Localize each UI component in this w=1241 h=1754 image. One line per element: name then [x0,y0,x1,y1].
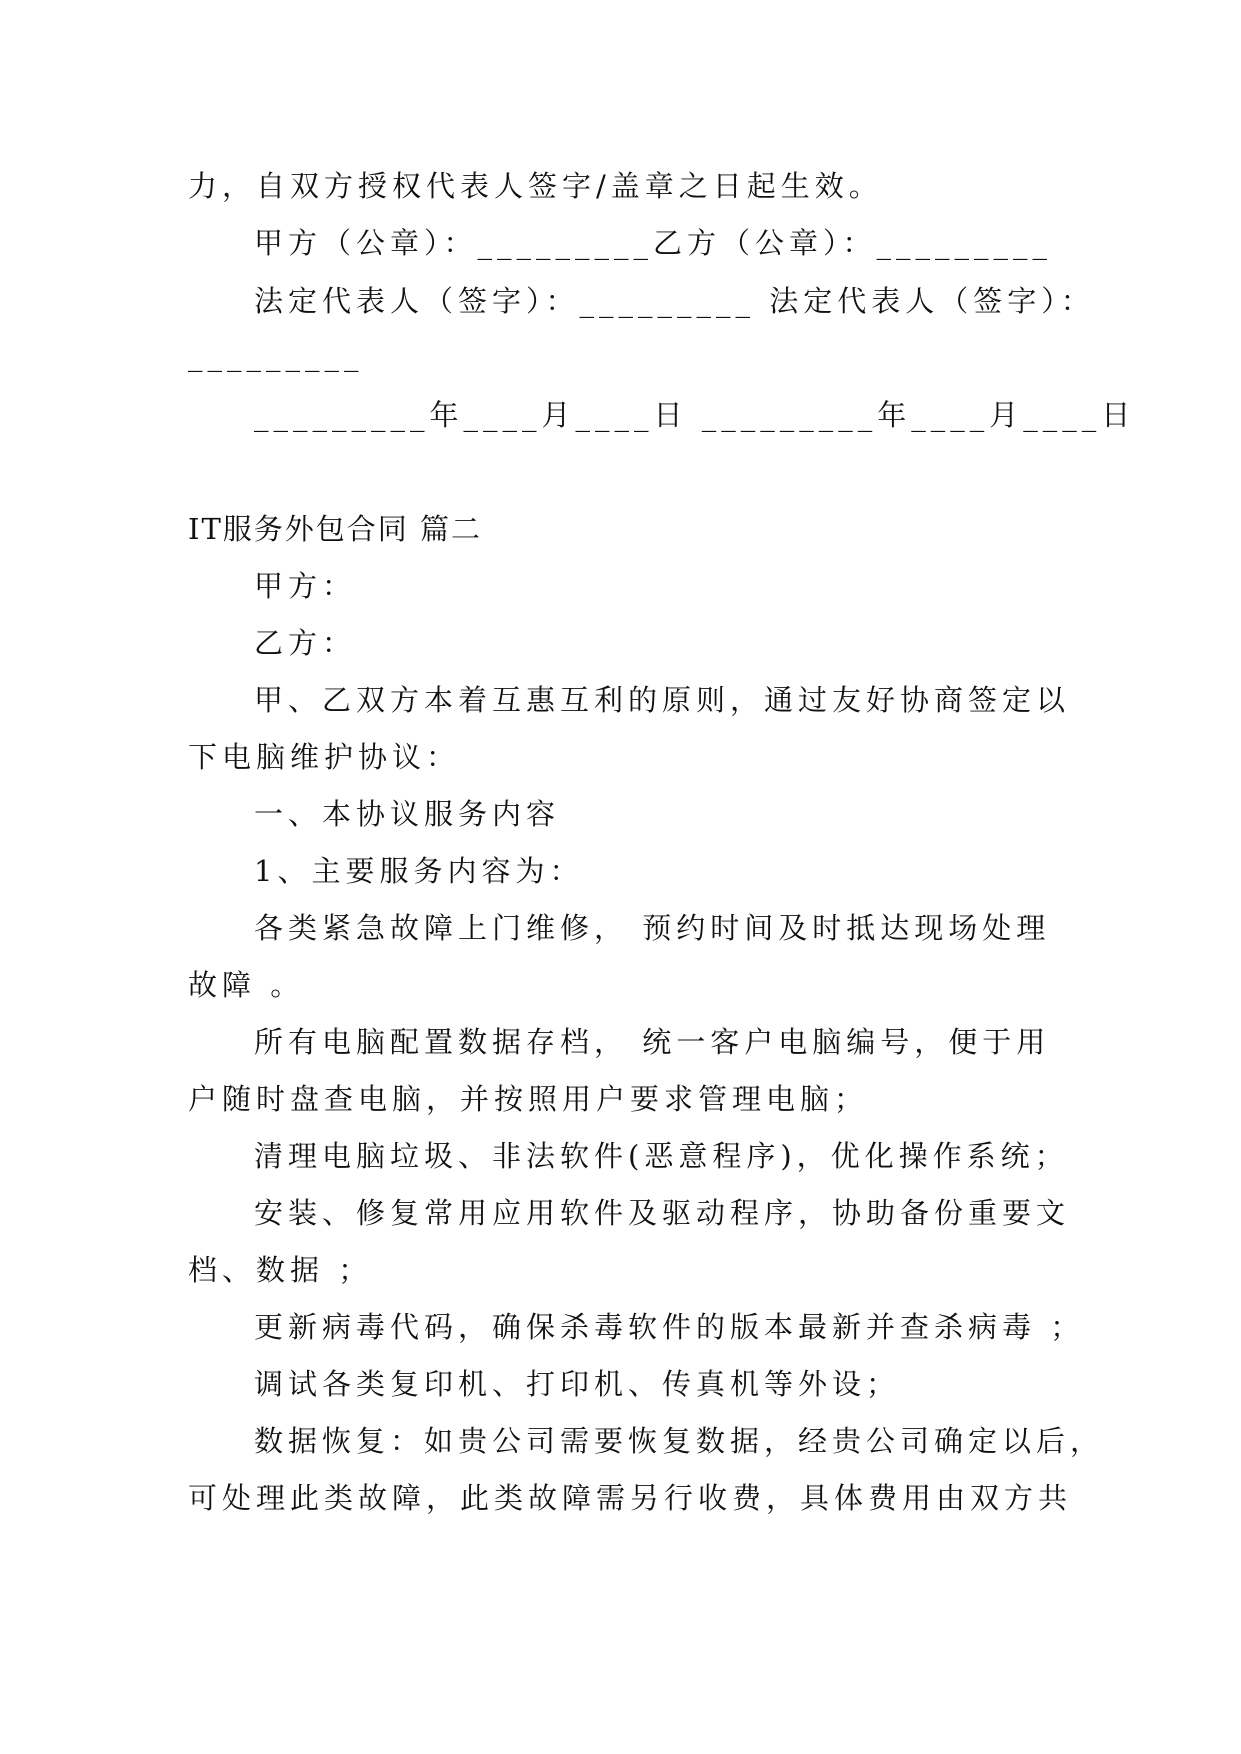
text-line: 下电脑维护协议： [188,740,461,774]
clause-subheading: 1、主要服务内容为： [254,854,584,888]
clause-heading: 一、本协议服务内容 [254,797,561,831]
party-a-line: 甲方： [254,569,357,603]
text-line: 安装、修复常用应用软件及驱动程序，协助备份重要文 [254,1196,1071,1230]
text-line: 故障 。 [188,968,305,1002]
party-b-line: 乙方： [254,626,357,660]
signature-seal-line: 甲方（公章）：_________乙方（公章）：_________ [254,226,1053,260]
signature-blank-line: _________ [188,338,364,372]
text-line: 甲、乙双方本着互惠互利的原则，通过友好协商签定以 [254,683,1071,717]
text-line: 户随时盘查电脑，并按照用户要求管理电脑； [188,1082,869,1116]
text-line: 更新病毒代码，确保杀毒软件的版本最新并查杀病毒 ； [254,1310,1085,1344]
text-line: 调试各类复印机、打印机、传真机等外设； [254,1367,901,1401]
signature-date-line: _________年____月____日 _________年____月____日 [254,398,1136,432]
text-line: 所有电脑配置数据存档， 统一客户电脑编号，便于用 [254,1025,1051,1059]
signature-representative-line: 法定代表人（签字）：_________ 法定代表人（签字）： [254,284,1095,318]
text-line: 可处理此类故障，此类故障需另行收费，具体费用由双方共 [188,1481,1073,1515]
text-line: 力，自双方授权代表人签字/盖章之日起生效。 [188,169,883,203]
text-line: 各类紧急故障上门维修， 预约时间及时抵达现场处理 [254,911,1051,945]
text-line: 清理电脑垃圾、非法软件(恶意程序)，优化操作系统； [254,1139,1069,1173]
section-heading: IT服务外包合同 篇二 [188,512,483,546]
text-line: 档、数据 ； [188,1253,373,1287]
text-line: 数据恢复：如贵公司需要恢复数据，经贵公司确定以后， [254,1424,1105,1458]
